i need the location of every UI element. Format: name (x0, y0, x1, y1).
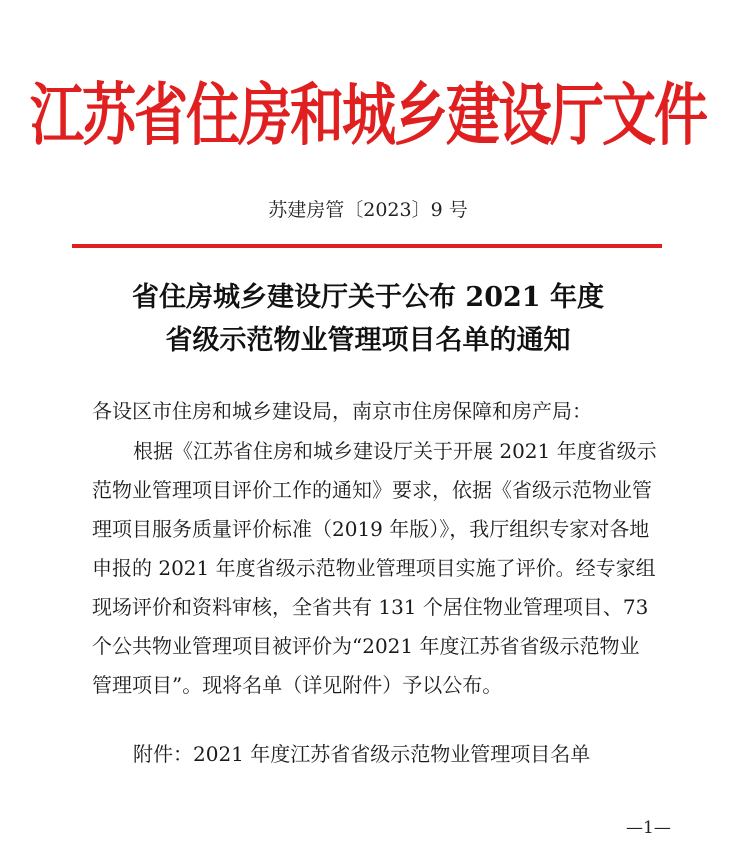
paragraph-line: 现场评价和资料审核，全省共有 131 个居住物业管理项目、73 (92, 595, 649, 619)
attachment-note: 附件：2021 年度江苏省省级示范物业管理项目名单 (133, 742, 591, 766)
red-divider (72, 244, 662, 248)
page-number: —1— (626, 818, 671, 838)
notice-title-line-2: 省级示范物业管理项目名单的通知 (165, 325, 571, 356)
paragraph-line: 根据《江苏省住房和城乡建设厅关于开展 2021 年度省级示 (133, 439, 657, 463)
paragraph-line: 个公共物业管理项目被评价为“2021 年度江苏省省级示范物业 (92, 634, 640, 658)
issuer-header: 江苏省住房和城乡建设厅文件 (30, 75, 706, 155)
paragraph-line: 申报的 2021 年度省级示范物业管理项目实施了评价。经专家组 (92, 556, 656, 580)
notice-title-line-1: 省住房城乡建设厅关于公布 2021 年度 (132, 282, 604, 313)
paragraph-line: 理项目服务质量评价标准（2019 年版）》，我厅组织专家对各地 (92, 517, 650, 541)
salutation: 各设区市住房和城乡建设局，南京市住房保障和房产局： (92, 399, 592, 423)
paragraph-line: 管理项目”。现将名单（详见附件）予以公布。 (92, 673, 503, 697)
document-number: 苏建房管〔2023〕9 号 (268, 199, 468, 221)
paragraph-line: 范物业管理项目评价工作的通知》要求，依据《省级示范物业管 (92, 478, 652, 502)
